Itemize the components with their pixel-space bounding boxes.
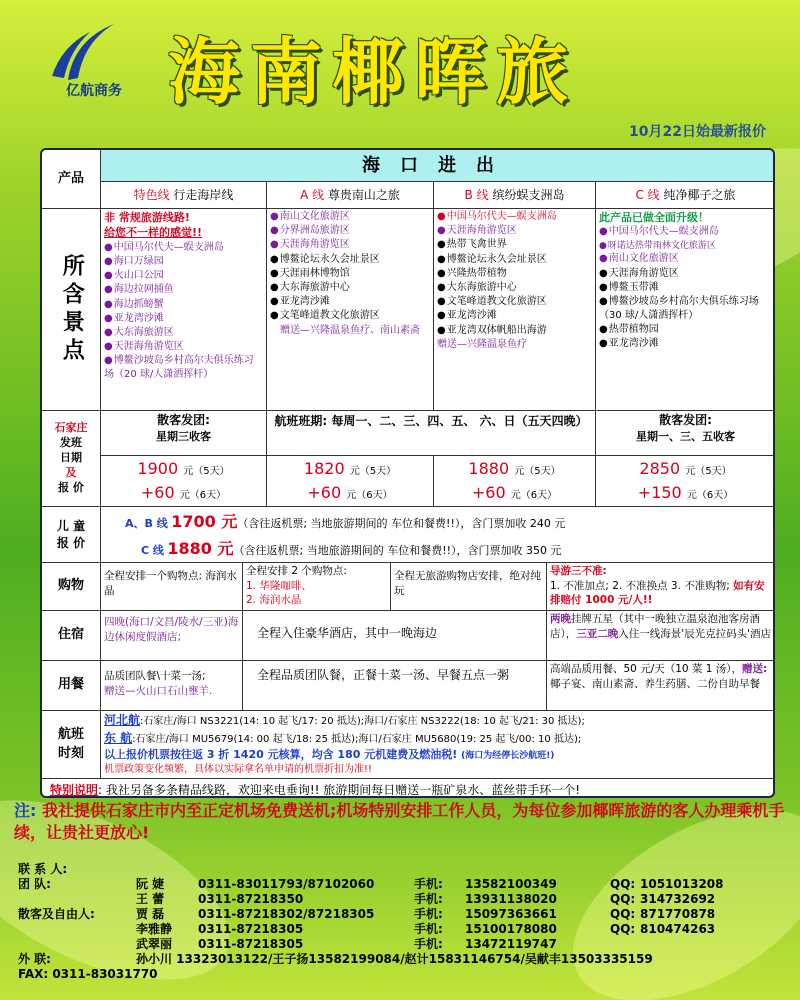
line-name: 纯净椰子之旅 — [663, 188, 736, 202]
unit: 元 — [179, 490, 190, 501]
price-date-subtitle: 10月22日始最新报价 — [629, 124, 766, 140]
list-item: ● 亚龙湾沙滩 — [104, 312, 263, 326]
unit: 元 — [685, 466, 696, 477]
itinerary-table — [40, 148, 775, 798]
child-c-price: 1880 元 — [167, 539, 234, 559]
c-schedule — [595, 411, 775, 455]
meals-featured — [100, 661, 242, 710]
list-item: ● 南山文化旅游区 — [270, 210, 430, 224]
hotel-c-text: 挂牌五星（其中一晚独立温泉泡池客房酒店）， — [550, 613, 760, 640]
contact-name: 王 蕾 — [136, 892, 165, 906]
line-code: B 线 — [464, 188, 489, 202]
shopping-c — [546, 563, 775, 610]
airline-hebei: 河北航 — [104, 713, 141, 727]
fax-row — [18, 967, 788, 982]
unit: 元 — [514, 466, 525, 477]
stopover-note: (海口为经停长沙航班!) — [461, 751, 555, 761]
price-5-day: 1880 — [468, 459, 510, 478]
flight-label: 航班时刻 — [57, 727, 84, 761]
list-item: ● 热带飞禽世界 — [437, 238, 592, 252]
line-header — [433, 181, 595, 208]
list-item: ● 博鳌沙坡岛乡村高尔夫俱乐练习场（20 球/人潇洒挥杆） — [104, 354, 263, 382]
list-item: ● 大东海旅游中心 — [437, 281, 592, 295]
outreach-label: 外 联: — [18, 952, 51, 966]
hotel-c-text: 入住一线海景'辰光克拉码头'酒店 — [618, 627, 772, 640]
contact-mobile: 13582100349 — [465, 877, 557, 891]
mobile-label: 手机: — [414, 922, 443, 936]
flight-row — [42, 710, 773, 778]
airline-eastern: 东 航 — [104, 730, 133, 745]
hotel-ab: 全程入住豪华酒店，其中一晚海边 — [242, 611, 546, 660]
list-item: ● 文笔峰道教文化旅游区 — [437, 295, 592, 309]
shopping-label: 购物 — [57, 578, 84, 594]
spots-col-c — [595, 209, 775, 410]
contact-tel: 0311-87218302/87218305 — [198, 907, 375, 921]
contact-tel: 0311-87218305 — [198, 937, 304, 951]
schedule-days: 星期一、三、五收客 — [636, 429, 735, 443]
child-ab-label: A、B 线 — [125, 517, 168, 530]
days-5: （5天） — [695, 466, 732, 477]
days-5: （5天） — [193, 466, 230, 477]
qq-label: QQ: — [610, 922, 636, 936]
shopping-featured: 全程安排一个购物点: 海润水晶 — [100, 563, 242, 610]
shopping-b: 全程无旅游购物店安排，绝对纯玩 — [390, 563, 546, 610]
mobile-label: 手机: — [414, 907, 443, 921]
meals-c — [546, 661, 775, 710]
fare-note: 以上报价机票按往返 3 折 1420 元核算，均含 180 元机建费及燃油税! — [104, 748, 458, 761]
spots-col-b — [433, 209, 595, 410]
company-logo — [48, 20, 143, 100]
price-6-day: +150 — [637, 483, 682, 502]
contact-row — [18, 922, 788, 937]
meals-row — [42, 660, 773, 710]
list-item: ● 文笔峰道教文化旅游区 — [270, 309, 430, 323]
list-item: ● 大东海旅游中心 — [270, 281, 430, 295]
list-item: ● 兴隆热带植物 — [437, 267, 592, 281]
shopping-a — [242, 563, 390, 610]
airport-service-notice — [14, 800, 789, 845]
shopping-row — [42, 562, 773, 610]
child-prices — [100, 507, 775, 562]
list-item: ● 博鳌沙坡岛乡村高尔夫俱乐练习场（30 球/人潇洒挥杆） — [599, 295, 772, 323]
list-item: ● 海口万绿园 — [104, 255, 263, 269]
notice-text: 我社提供石家庄市内至正定机场免费送机;机场特别安排工作人员，为每位参加椰晖旅游的客人办理乘机手续，让贵社更放心! — [14, 801, 785, 843]
price-5-day: 1820 — [303, 459, 345, 478]
meals-featured-text: 品质团队餐\十菜一汤; — [104, 670, 206, 682]
guide-rules-penalty: 如有安排赔付 1000 元/人!! — [550, 579, 765, 607]
days-5: （5天） — [359, 466, 397, 477]
logo-swoosh-icon — [48, 20, 118, 82]
notice-lead: 注: — [14, 801, 37, 820]
mobile-label: 手机: — [414, 877, 443, 891]
contact-tel: 0311-83011793/87102060 — [198, 877, 375, 891]
schedule-label-and: 及 — [65, 465, 77, 479]
line-name: 缤纷蜈支洲岛 — [492, 188, 565, 202]
departure-city: 石家庄 — [54, 421, 88, 435]
flight-schedule: 航班班期: 每周一、二、三、四、五、 六、日（五天四晚） — [266, 411, 595, 455]
contact-name: 武翠丽 — [136, 937, 173, 951]
list-item: ● 天涯海角游览区 — [270, 238, 430, 252]
spots-col-a — [266, 209, 433, 410]
fit-label: 散客及自由人: — [18, 907, 95, 921]
meals-c-text: 高端品质用餐、50 元/天（10 菜 1 汤）， — [550, 663, 743, 675]
contact-mobile: 15097363661 — [465, 907, 557, 921]
contact-row — [18, 907, 788, 922]
page-title: 海南椰晖旅 — [168, 30, 579, 114]
line-name: 行走海岸线 — [173, 188, 234, 202]
featured-headline: 非 常规旅游线路! — [104, 211, 190, 224]
list-item: ● 呀诺达热带雨林文化旅游区 — [599, 240, 772, 253]
featured-sub: 给您不一样的感觉!! — [104, 226, 203, 240]
list-item: ● 中国马尔代夫—蜈支洲岛 — [104, 241, 263, 255]
schedule-days: 星期三收客 — [156, 429, 211, 443]
fax-number: FAX: 0311-83031770 — [18, 967, 158, 981]
mobile-label: 手机: — [414, 937, 443, 951]
list-item: ● 亚龙湾沙滩 — [599, 337, 772, 351]
list-item: ● 亚龙湾沙滩 — [270, 295, 430, 309]
contact-row — [18, 937, 788, 952]
list-item: ● 中国马尔代夫—蜈支洲岛 — [437, 210, 592, 224]
a-gift: 赠送—兴隆温泉鱼疗、南山素斋 — [280, 324, 420, 336]
list-item: ● 博鳌玉带滩 — [599, 281, 772, 295]
unit: 元 — [510, 490, 521, 501]
list-item: ● 大东海旅游区 — [104, 326, 263, 340]
days-6: （6天） — [189, 490, 227, 501]
schedule-row — [42, 410, 773, 506]
policy-note: 机票政策变化频繁，具体以实际拿名单申请的机票折扣为准!! — [104, 764, 373, 776]
qq-label: QQ: — [610, 907, 636, 921]
child-label: 儿 童报 价 — [56, 518, 86, 550]
unit: 元 — [346, 490, 357, 501]
contact-qq: 810474263 — [640, 922, 716, 936]
spots-col-featured — [100, 209, 266, 410]
line-code: 特色线 — [133, 188, 170, 202]
child-row — [42, 506, 773, 562]
featured-spot-list — [104, 241, 263, 383]
line-header — [100, 181, 266, 208]
list-item: ● 南山文化旅游区 — [599, 252, 772, 266]
contact-qq: 314732692 — [640, 892, 716, 906]
flight-hebei-text: :石家庄/海口 NS3221(14: 10 起飞/17: 20 抵达);海口/石家庄 NS3222(18: 10 起飞/21: 30 抵达); — [140, 716, 585, 727]
hotel-c — [546, 611, 775, 660]
logo-text: 亿航商务 — [66, 83, 122, 99]
days-6: （6天） — [520, 490, 558, 501]
list-item: ● 博鳌论坛永久会址景区 — [270, 253, 430, 267]
child-c-note: （含往返机票; 当地旅游期间的 车位和餐费!!），含门票加收 350 元 — [233, 544, 562, 558]
price-6-day: +60 — [471, 483, 506, 502]
special-text: : 我社另备多条精品线路，欢迎来电垂询!! 旅游期间每日赠送一瓶矿泉水、蓝丝带手环一个! — [98, 783, 581, 797]
spots-row — [42, 208, 773, 410]
list-item: ● 天涯海角游览区 — [599, 267, 772, 281]
list-item: ● 海边抓螃蟹 — [104, 298, 263, 312]
list-item: ● 天涯雨林博物馆 — [270, 267, 430, 281]
schedule-title: 散客发团: — [157, 413, 210, 427]
contact-row — [18, 892, 788, 907]
featured-schedule — [100, 411, 266, 455]
special-label: 特别说明 — [50, 783, 99, 797]
contact-mobile: 13472119747 — [465, 937, 557, 951]
outreach-contacts: 孙小川 13323013122/王子扬13582199084/赵计15831146754/吴献丰13503335159 — [136, 952, 653, 966]
price-c — [595, 455, 775, 507]
product-label: 产品 — [57, 170, 84, 186]
price-5-day: 1900 — [137, 459, 179, 478]
list-item: ● 天涯海角游览区 — [437, 224, 592, 238]
flight-eastern-text: :石家庄/海口 MU5679(14: 00 起飞/18: 25 抵达);海口/石家庄 MU5680(19: 25 起飞/00: 10 抵达); — [132, 733, 582, 745]
meals-c-gift-label: 赠送: — [742, 663, 768, 675]
line-code: C 线 — [635, 188, 660, 202]
list-item: ● 热带植物园 — [599, 323, 772, 337]
list-item: ● 火山口公园 — [104, 269, 263, 283]
route-title: 海口进出 — [100, 150, 775, 181]
header-row — [42, 150, 773, 208]
contact-mobile: 15100178080 — [465, 922, 557, 936]
contact-tel: 0311-87218350 — [198, 892, 304, 906]
unit: 元 — [349, 466, 360, 477]
line-header — [266, 181, 433, 208]
contact-mobile: 13931138020 — [465, 892, 557, 906]
meals-c-gift: 椰子宴、南山素斋、养生药膳、二份自助早餐 — [550, 677, 760, 690]
child-c-label: C 线 — [141, 544, 164, 558]
list-item: ● 分界洲岛旅游区 — [270, 224, 430, 238]
guide-rules-title: 导游三不准: — [550, 565, 607, 577]
c-upgrade-headline: 此产品已做全面升级！ — [599, 211, 709, 224]
list-item: ● 亚龙湾沙滩 — [437, 309, 592, 323]
price-b — [433, 455, 595, 507]
hotel-c-nights: 两晚 — [550, 613, 571, 625]
contact-qq: 1051013208 — [640, 877, 724, 891]
list-item: ● 亚龙湾双体帆船出海游 — [437, 324, 592, 338]
line-header — [595, 181, 775, 208]
contact-name: 贾 磊 — [136, 907, 165, 921]
a-spot-list — [270, 210, 430, 324]
contact-row — [18, 952, 788, 967]
child-ab-note: （含往返机票; 当地旅游期间的 车位和餐费!!），含门票加收 240 元 — [237, 517, 566, 530]
line-name: 尊贵南山之旅 — [327, 188, 400, 202]
list-item: ● 中国马尔代夫—蜈支洲岛 — [599, 225, 772, 239]
mobile-label: 手机: — [414, 892, 443, 906]
unit: 元 — [686, 490, 697, 501]
hotel-row — [42, 610, 773, 660]
contact-tel: 0311-87218305 — [198, 922, 304, 936]
guide-rules-body: 1. 不准加点; 2. 不准换点 3. 不准购物; — [550, 579, 734, 592]
team-label: 团 队: — [18, 877, 51, 891]
price-6-day: +60 — [140, 483, 175, 502]
unit: 元 — [183, 466, 194, 477]
schedule-title: 散客发团: — [659, 413, 712, 427]
contacts-title: 联 系 人: — [18, 862, 68, 876]
child-ab-price: 1700 元 — [171, 512, 238, 531]
special-row — [42, 778, 773, 798]
price-a — [266, 455, 433, 507]
days-6: （6天） — [696, 490, 734, 501]
flight-details — [100, 711, 775, 778]
b-spot-list — [437, 210, 592, 338]
hotel-featured: 四晚(海口/文昌/陵水/三亚)海边休闲度假酒店; — [100, 611, 242, 660]
contact-row — [18, 877, 788, 892]
hotel-label: 住宿 — [57, 627, 84, 643]
contact-list — [18, 862, 788, 982]
c-spot-list — [599, 225, 772, 351]
meals-ab: 全程品质团队餐，正餐十菜一汤、早餐五点一粥 — [242, 661, 546, 710]
hotel-c-sanya: 三亚二晚 — [576, 627, 619, 640]
list-item: ● 天涯海角游览区 — [104, 340, 263, 354]
line-code: A 线 — [300, 188, 325, 202]
shopping-a-title: 全程安排 2 个购物点: — [246, 565, 347, 577]
schedule-label-text: 发班日期 — [60, 436, 82, 465]
meals-label: 用餐 — [57, 677, 84, 693]
days-6: （6天） — [356, 490, 393, 501]
price-featured — [100, 455, 266, 507]
spots-label: 所含景点 — [59, 253, 85, 366]
contact-qq: 871770878 — [640, 907, 716, 921]
special-notice — [42, 779, 775, 798]
shopping-a-item: 1. 华隆咖啡、 — [246, 579, 312, 592]
contact-name: 阮 婕 — [136, 877, 165, 891]
qq-label: QQ: — [610, 892, 636, 906]
schedule-label — [42, 411, 100, 506]
price-6-day: +60 — [307, 483, 342, 502]
contact-name: 李雅静 — [136, 922, 173, 936]
b-gift: 赠送—兴隆温泉鱼疗 — [437, 338, 527, 350]
list-item: ● 博鳌论坛永久会址景区 — [437, 253, 592, 267]
schedule-label-price: 报 价 — [58, 480, 84, 494]
list-item: ● 海边拉网捕鱼 — [104, 283, 263, 297]
meals-featured-gift: 赠送—火山口石山壅羊. — [104, 684, 213, 697]
days-5: （5天） — [524, 466, 561, 477]
shopping-a-item: 2. 海润水晶 — [246, 594, 302, 607]
qq-label: QQ: — [610, 877, 636, 891]
price-5-day: 2850 — [639, 459, 681, 478]
